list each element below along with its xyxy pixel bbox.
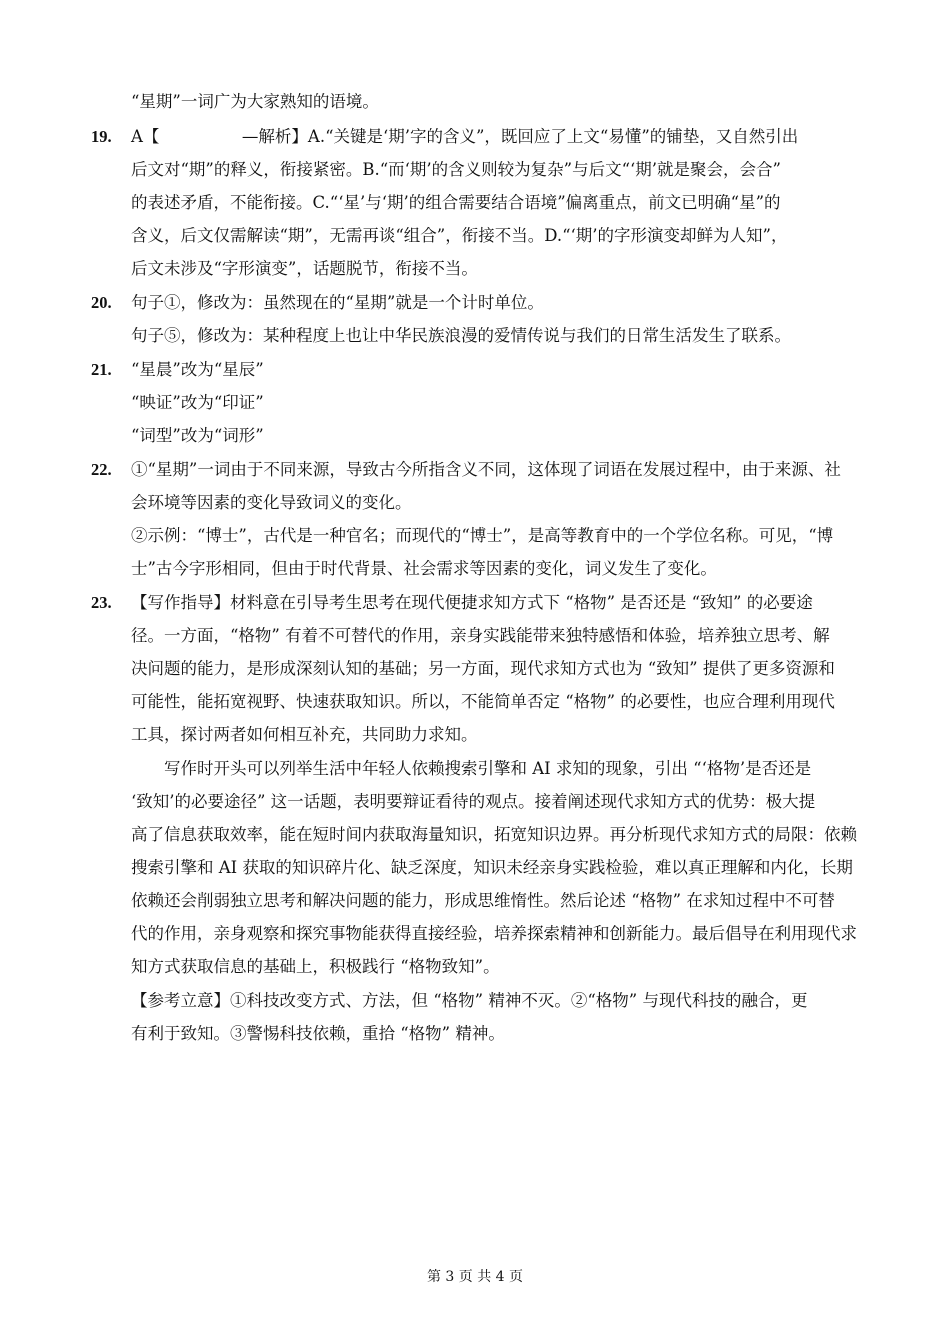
item-19-line: 后文未涉及“字形演变”，话题脱节，衔接不当。 [131, 259, 478, 278]
item-22-line: ①“星期”一词由于不同来源，导致古今所指含义不同，这体现了词语在发展过程中，由于来源、社 [131, 460, 841, 479]
item-23-line: 决问题的能力，是形成深刻认知的基础；另一方面，现代求知方式也为 “致知” 提供了更多资源和 [131, 659, 835, 678]
item-19-line: 含义，后文仅需解读“期”，无需再谈“组合”，衔接不当。D.“‘期’的字形演变却鲜为人知”， [131, 226, 788, 245]
item-23-line: 知方式获取信息的基础上，积极践行 “格物致知”。 [131, 957, 500, 976]
item-19-line: 的表述矛盾，不能衔接。C.“‘星’与‘期’的组合需要结合语境”偏离重点，前文已明确“星”的 [131, 193, 781, 212]
continuation-line: “星期”一词广为大家熟知的语境。 [131, 92, 379, 111]
item-23-line: 【参考立意】①科技改变方式、方法，但 “格物” 精神不灭。②“格物” 与现代科技的融合，更 [131, 991, 808, 1010]
item-20-line: 句子⑤，修改为：某种程度上也让中华民族浪漫的爱情传说与我们的日常生活发生了联系。 [131, 326, 791, 345]
item-number-22: 22. [91, 460, 112, 479]
item-number-23: 23. [91, 593, 112, 612]
item-23-line: 径。一方面，“格物” 有着不可替代的作用，亲身实践能带来独特感悟和体验，培养独立思考、解 [131, 626, 830, 645]
item-22-line: ②示例：“博士”，古代是一种官名；而现代的“博士”，是高等教育中的一个学位名称。可见，“博 [131, 526, 834, 545]
item-23-line: 可能性，能拓宽视野、快速获取知识。所以，不能简单否定 “格物” 的必要性，也应合理利用现代 [131, 692, 835, 711]
item-23-line: 有利于致知。③警惕科技依赖，重拾 “格物” 精神。 [131, 1024, 505, 1043]
item-20-line: 句子①，修改为：虽然现在的“星期”就是一个计时单位。 [131, 293, 544, 312]
item-23-line: 搜索引擎和 AI 获取的知识碎片化、缺乏深度，知识未经亲身实践检验，难以真正理解和内化，长期 [131, 858, 853, 877]
item-23-line: 工具，探讨两者如何相互补充，共同助力求知。 [131, 725, 478, 744]
item-23-line: 代的作用，亲身观察和探究事物能获得直接经验，培养探索精神和创新能力。最后倡导在利用现代求 [131, 924, 857, 943]
item-23-line: 依赖还会削弱独立思考和解决问题的能力，形成思维惰性。然后论述 “格物” 在求知过程中不可替 [131, 891, 835, 910]
item-21-line: “星晨”改为“星辰” [131, 360, 264, 379]
item-23-line: 【写作指导】材料意在引导考生思考在现代便捷求知方式下 “格物” 是否还是 “致知” 的必要途 [131, 593, 813, 612]
item-19-line: A【 —解析】A.“关键是‘期’字的含义”，既回应了上文“易懂”的铺垫，又自然引出 [131, 127, 799, 146]
item-22-line: 士”古今字形相同，但由于时代背景、社会需求等因素的变化，词义发生了变化。 [131, 559, 717, 578]
item-number-19: 19. [91, 127, 112, 146]
item-number-21: 21. [91, 360, 112, 379]
item-19-line: 后文对“期”的释义，衔接紧密。B.“而‘期’的含义则较为复杂”与后文“‘期’就是聚会，会合” [131, 160, 781, 179]
item-21-line: “词型”改为“词形” [131, 426, 264, 445]
item-number-20: 20. [91, 293, 112, 312]
item-23-line: ‘致知’的必要途径” 这一话题，表明要辩证看待的观点。接着阐述现代求知方式的优势：极大提 [131, 792, 816, 811]
item-21-line: “映证”改为“印证” [131, 393, 264, 412]
page-footer: 第 3 页 共 4 页 [426, 1269, 524, 1285]
item-22-line: 会环境等因素的变化导致词义的变化。 [131, 493, 412, 512]
item-23-line: 写作时开头可以列举生活中年轻人依赖搜索引擎和 AI 求知的现象，引出 “‘格物’是否还是 [164, 759, 812, 778]
item-23-line: 高了信息获取效率，能在短时间内获取海量知识，拓宽知识边界。再分析现代求知方式的局限：依赖 [131, 825, 857, 844]
